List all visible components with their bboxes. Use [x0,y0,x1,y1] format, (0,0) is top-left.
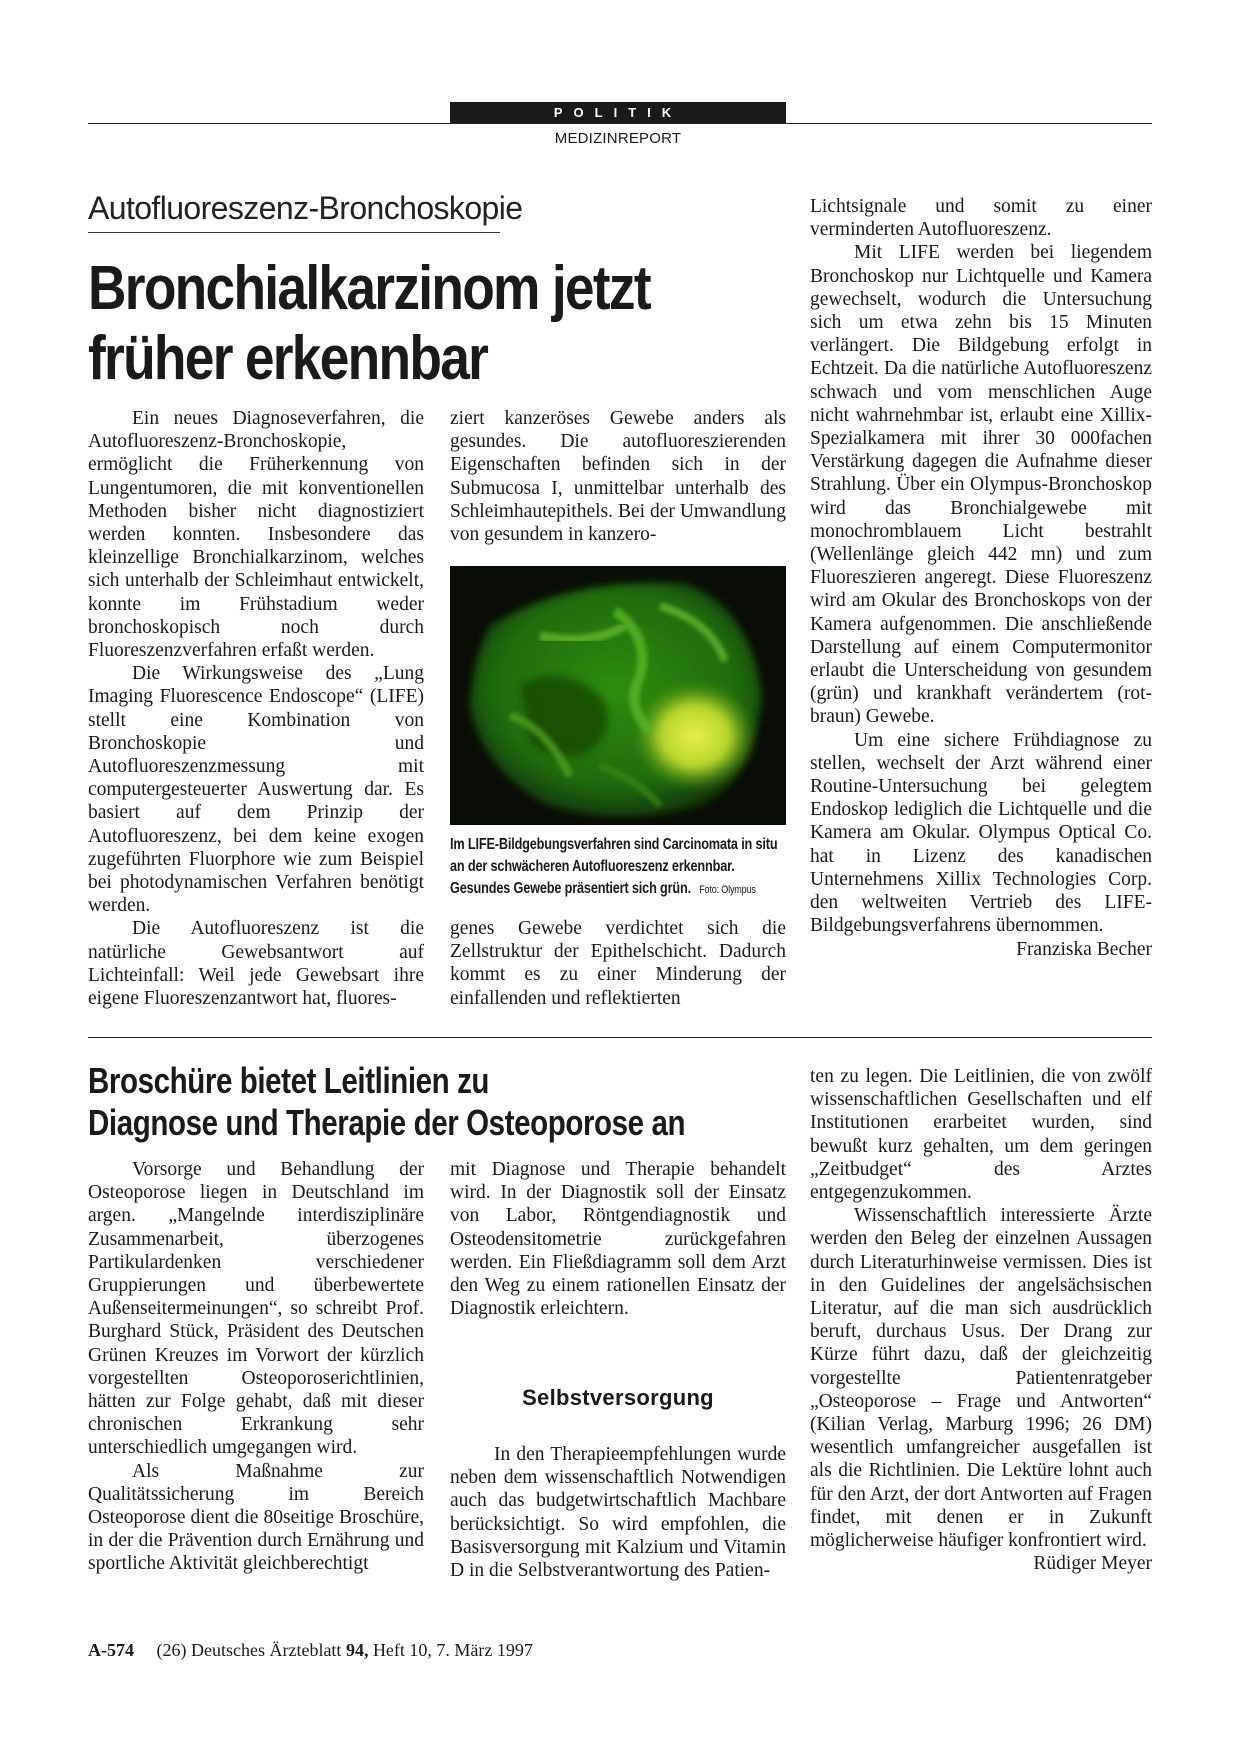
article2-headline [88,1060,728,1144]
article2-column-2-top [450,1158,786,1320]
article1-column-3 [810,195,1152,961]
paragraph: Vorsorge und Behandlung der Osteoporose liegen in Deutschland im argen. „Mangelnde interdisziplinäre Zusammenarbeit, überzogenes Partikulardenken verschiedener Gruppierungen und überbewertete Außenseitermeinungen“, so schreibt Prof. Burghard Stück, Präsident des Deutschen Grünen Kreuzes im Vorwort der kürzlich vorgestellten Osteoporoserichtlinien, hätten zur Folge gehabt, daß mit dieser chronischen Erkrankung sehr unterschiedlich umgegangen wird. [88,1159,424,1459]
article1-kicker: Autofluoreszenz-Bronchoskopie [88,190,523,226]
author-signature: Franziska Becher [1016,938,1152,960]
paragraph-text: Wissenschaftlich interessierte Ärzte werden den Beleg der einzelnen Aussagen durch Literaturhinweise vermissen. Dies ist in den Guidelines der angelsächsischen Literatur, auf die man sich ausdrücklich beruft, durchaus Usus. Der Drang zur Kürze führt dazu, daß der gleichzeitig vorgestellte Patientenratgeber „Osteoporose – Frage und Antworten“ (Kilian Verlag, Marburg 1996; 26 DM) wesentlich umfangreicher ausgefallen ist als die Richtlinien. Die Lektüre lohnt auch für den Arzt, der dort Antworten auf Fragen findet, mit denen er in Zukunft möglicherweise häufiger konfrontiert wird. [810,1205,1152,1552]
subsection-label: MEDIZINREPORT [554,130,682,147]
paragraph: Als Maßnahme zur Qualitätssicherung im Bereich Osteoporose dient die 80seitige Broschüre, in der die Prävention durch Ernährung und sportliche Aktivität gleichberechtigt [88,1460,424,1575]
article-separator [88,1037,1152,1038]
citation-prefix: (26) Deutsches Ärzteblatt [156,1640,342,1660]
paragraph: Ein neues Diagnoseverfahren, die Autofluoreszenz-Bronchoskopie, ermöglicht die Früherkennung von Lungentumoren, die mit konventionellen Methoden bisher nicht diagnostiziert werden konnten. Insbesondere das kleinzellige Bronchialkarzinom, welches sich unterhalb der Schleimhaut entwickelt, konnte im Frühstadium weder bronchoskopisch noch durch Fluoreszenzverfahren erfaßt werden. [88,408,424,662]
paragraph: ziert kanzeröses Gewebe anders als gesundes. Die autofluoreszierenden Eigenschaften befinden sich in der Submucosa I, unmittelbar unterhalb des Schleimhautepithels. Bei der Umwandlung von gesundem in kanzero- [450,408,786,546]
page-footer [88,1640,533,1661]
caption-text: Im LIFE-Bildgebungsverfahren sind Carcinomata in situ an der schwächeren Autofluoreszenz erkennbar. Gesundes Gewebe präsentiert sich grün. [450,836,778,897]
article1-headline: Bronchialkarzinom jetzt früher erkennbar [88,254,650,393]
paragraph: Mit LIFE werden bei liegendem Bronchoskop nur Lichtquelle und Kamera gewechselt, wodurch die Untersuchung sich um etwa zehn bis 15 Minuten verlängert. Die Bildgebung erfolgt in Echtzeit. Da die natürliche Autofluoreszenz schwach und vom menschlichen Auge nicht wahrnehmbar ist, erlaubt eine Xillix-Spezialkamera mit ihrer 30 000fachen Verstärkung dagegen die Aufnahme dieser Strahlung. Über ein Olympus-Bronchoskop wird das Bronchialgewebe mit monochromblauem Licht bestrahlt (Wellenlänge gleich 442 mn) und zum Fluoreszieren angeregt. Diese Fluoreszenz wird am Okular des Bronchoskops von der Kamera aufgenommen. Die anschließende Darstellung auf einem Computermonitor erlaubt die Unterscheidung von gesundem (grün) und krankhaft verändertem (rot-braun) Gewebe. [810,242,1152,728]
fluorescence-photo [450,566,786,825]
paragraph-text: Um eine sichere Frühdiagnose zu stellen, wechselt der Arzt während einer Routine-Untersuchung bei gelegtem Endoskop lediglich die Lichtquelle und die Kamera am Okular. Olympus Optical Co. hat in Lizenz des kanadischen Unternehmens Xillix Technologies Corp. den weltweiten Vertrieb des LIFE-Bildgebungsverfahrens übernommen. [810,729,1152,937]
paragraph: ten zu legen. Die Leitlinien, die von zwölf wissenschaftlichen Gesellschaften und elf Institutionen erarbeitet wurden, sind bewußt kurz gehalten, um dem geringen „Zeitbudget“ des Arztes entgegenzukommen. [810,1066,1152,1204]
section-label: POLITIK [450,102,786,123]
paragraph: Lichtsignale und somit zu einer verminderten Autofluoreszenz. [810,196,1152,241]
header-rule [88,123,1152,124]
article2-column-2-bottom [450,1443,786,1582]
paragraph: Die Wirkungsweise des „Lung Imaging Fluorescence Endoscope“ (LIFE) stellt eine Kombination von Bronchoskopie und Autofluoreszenzmessung mit computergesteuerter Auswertung dar. Es basiert auf dem Prinzip der Autofluoreszenz, bei dem keine exogen zugeführten Fluorphore wie zum Beispiel bei photodynamischen Verfahren benötigt werden. [88,663,424,917]
paragraph: genes Gewebe verdichtet sich die Zellstruktur der Epithelschicht. Dadurch kommt es zu einer Minderung der einfallenden und reflektierten [450,918,786,1009]
citation-suffix: Heft 10, 7. März 1997 [372,1640,533,1660]
image-caption [450,834,786,901]
headline-line: Diagnose und Therapie der Osteoporose an [88,1102,686,1143]
paragraph [810,729,1152,960]
bronchoscopy-image [450,566,786,825]
volume-number: 94, [345,1640,369,1660]
article1-column-2-top [450,407,786,546]
headline-line: Broschüre bietet Leitlinien zu [88,1060,490,1101]
article2-column-1 [88,1158,424,1576]
article2-column-3 [810,1065,1152,1575]
paragraph: mit Diagnose und Therapie behandelt wird. In der Diagnostik soll der Einsatz von Labor, Röntgendiagnostik und Osteodensitometrie zurückgefahren werden. Ein Fließdiagramm soll dem Arzt den Weg zu einem rationellen Einsatz der Diagnostik erleichtern. [450,1159,786,1320]
article2-subhead: Selbstversorgung [522,1385,714,1410]
page-number: A-574 [88,1640,134,1660]
article1-column-2-bottom [450,917,786,1010]
paragraph: Die Autofluoreszenz ist die natürliche Gewebsantwort auf Lichteinfall: Weil jede Gewebsart ihre eigene Fluoreszenzantwort hat, fluores- [88,918,424,1010]
paragraph [810,1204,1152,1575]
article1-column-1 [88,407,424,1010]
kicker-underline [88,232,500,233]
paragraph: In den Therapieempfehlungen wurde neben dem wissenschaftlich Notwendigen auch das budgetwirtschaftlich Machbare berücksichtigt. So wird empfohlen, die Basisversorgung mit Kalzium und Vitamin D in die Selbstverantwortung des Patien- [450,1444,786,1582]
author-signature: Rüdiger Meyer [1033,1553,1152,1575]
photo-credit: Foto: Olympus [699,884,756,896]
